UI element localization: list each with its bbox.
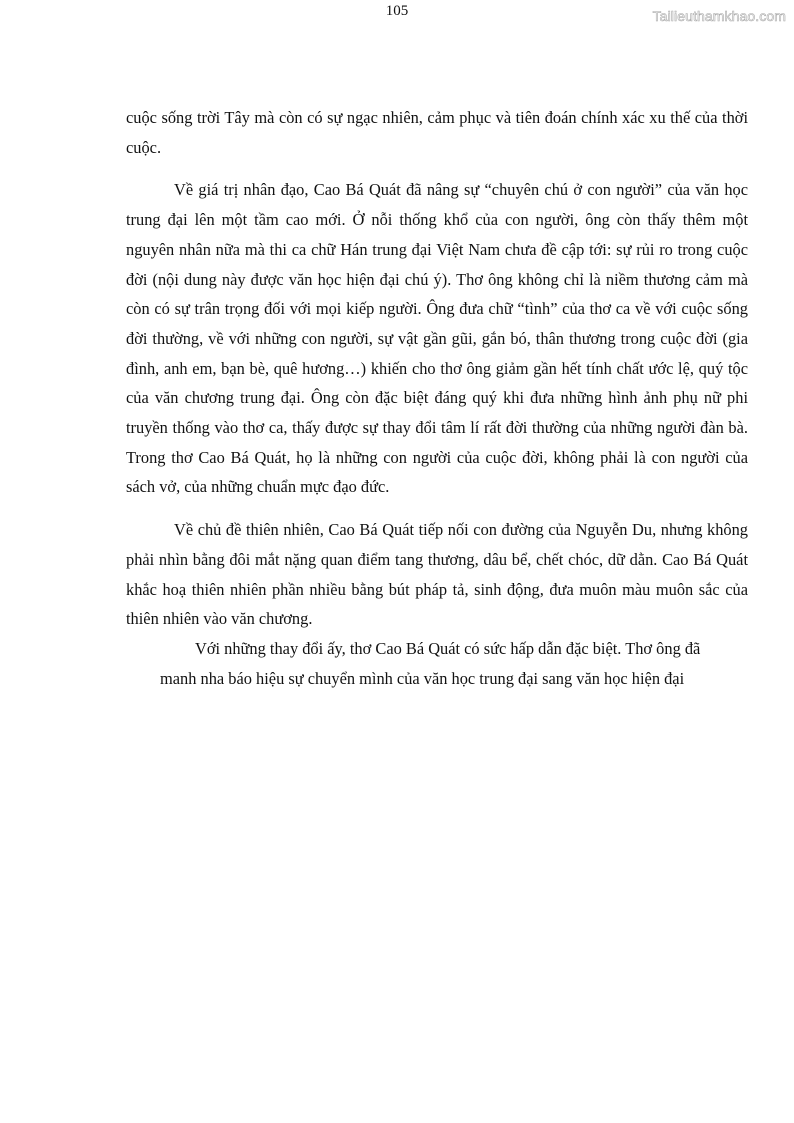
watermark: Tailieuthamkhao.com: [652, 8, 786, 24]
page-number: 105: [385, 3, 409, 19]
closing-line-1: Với những thay đổi ấy, thơ Cao Bá Quát có sức hấp dẫn đặc biệt. Thơ ông đã: [195, 639, 701, 658]
closing-paragraph: [160, 634, 720, 693]
document-body: [126, 103, 748, 634]
paragraph-nature-theme: Về chủ đề thiên nhiên, Cao Bá Quát tiếp nối con đường của Nguyễn Du, nhưng không phải nhìn bằng đôi mắt nặng quan điểm tang thương, dâu bể, chết chóc, dữ dằn. Cao Bá Quát khắc hoạ thiên nhiên phần nhiều bằng bút pháp tả, sinh động, đưa muôn màu muôn sắc của thiên nhiên vào văn chương.: [126, 520, 748, 629]
paragraph-humanitarian-value: Về giá trị nhân đạo, Cao Bá Quát đã nâng sự “chuyên chú ở con người” của văn học trung đại lên một tầm cao mới. Ở nỗi thống khổ của con người, ông còn thấy thêm một nguyên nhân nữa mà thi ca chữ Hán trung đại Việt Nam chưa đề cập tới: sự rủi ro trong cuộc đời (nội dung này được văn học hiện đại chú ý). Thơ ông không chỉ là niềm thương cảm mà còn có sự trân trọng đối với mọi kiếp người. Ông đưa chữ “tình” của thơ ca về với cuộc sống đời thường, về với những con người, sự vật gần gũi, gắn bó, thân thương trong cuộc đời (gia đình, anh em, bạn bè, quê hương…) khiến cho thơ ông giảm gần hết tính chất ước lệ, quý tộc của văn chương trung đại. Ông còn đặc biệt đáng quý khi đưa những hình ảnh phụ nữ phi truyền thống vào thơ ca, thấy được sự thay đổi tâm lí rất đời thường của những người đàn bà. Trong thơ Cao Bá Quát, họ là những con người của cuộc đời, không phải là con người của sách vở, của những chuẩn mực đạo đức.: [126, 180, 748, 497]
closing-line-2: manh nha báo hiệu sự chuyển mình của văn học trung đại sang văn học hiện đại: [160, 668, 685, 688]
paragraph-continuation: cuộc sống trời Tây mà còn có sự ngạc nhiên, cảm phục và tiên đoán chính xác xu thế của thời cuộc.: [126, 108, 748, 157]
